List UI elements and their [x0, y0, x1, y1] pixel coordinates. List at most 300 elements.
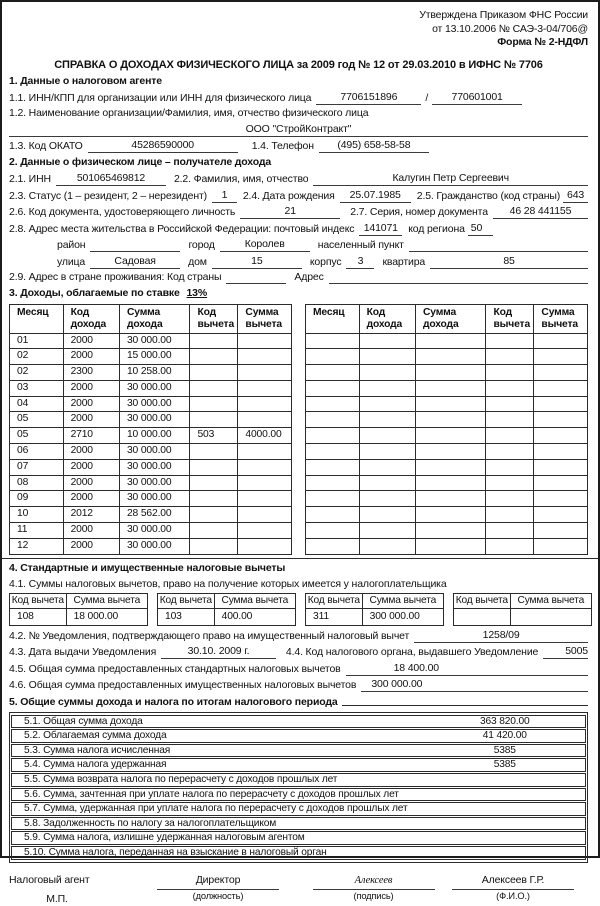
month-cell: [306, 538, 360, 554]
line-2-8: [9, 221, 588, 236]
income-sum-cell: 30 000.00: [119, 444, 190, 460]
income-sum-cell: 30 000.00: [119, 412, 190, 428]
totals-row: [11, 773, 586, 787]
income-code-cell: [359, 491, 415, 507]
month-cell: [306, 459, 360, 475]
signature: [313, 874, 435, 906]
okato-value: 45286590000: [88, 138, 238, 153]
income-code-cell: 2000: [63, 444, 119, 460]
city-value: Королев: [220, 237, 310, 252]
deduction-code-cell: [486, 380, 534, 396]
income-code-cell: 2000: [63, 380, 119, 396]
income-sum-cell: [415, 523, 486, 539]
income-row-empty: [306, 475, 588, 491]
doc-code-label: 2.6. Код документа, удостоверяющего личность: [9, 206, 236, 218]
district-field: [90, 240, 180, 252]
deduction-sum-cell: [534, 507, 588, 523]
deduction-sum-cell: [238, 507, 292, 523]
deduction-code-cell: [190, 459, 238, 475]
income-sum-cell: 30 000.00: [119, 538, 190, 554]
month-cell: [306, 507, 360, 523]
spacer: [279, 874, 313, 906]
person-fio-value: Калугин Петр Сергеевич: [313, 171, 588, 186]
income-row-empty: [306, 491, 588, 507]
totals-row: [11, 846, 586, 860]
income-code-cell: [359, 333, 415, 349]
deduction-sum-cell: [238, 333, 292, 349]
deduction-sum-cell: [238, 475, 292, 491]
month-cell: 10: [10, 507, 64, 523]
totals-row: [11, 715, 586, 729]
deduction-code-cell: [486, 428, 534, 444]
deduction-row: [10, 608, 148, 625]
month-cell: [306, 396, 360, 412]
income-row: [10, 365, 292, 381]
section3-heading: [9, 286, 588, 301]
col-deduction-amount: Сумма вычета: [214, 593, 295, 608]
street-value: Садовая: [90, 254, 180, 269]
section2-heading: 2. Данные о физическом лице – получателе дохода: [9, 156, 272, 168]
deduction-code-cell: [190, 538, 238, 554]
fio-signature: [452, 874, 574, 906]
line-2-8-street: [9, 254, 588, 269]
deduction-sum-cell: [238, 365, 292, 381]
deduction-code-cell: [190, 333, 238, 349]
income-sum-cell: [415, 475, 486, 491]
standard-total-value: 18 400.00: [346, 661, 588, 676]
income-code-cell: [359, 507, 415, 523]
stamp-label: М.П.: [46, 892, 68, 905]
deduction-row: [158, 608, 296, 625]
totals-row-label: 5.6. Сумма, зачтенная при уплате налога по перерасчету с доходов прошлых лет: [24, 788, 399, 800]
col-deduction-sum: Сумма вычета: [238, 304, 292, 333]
deduction-sum-cell: [238, 349, 292, 365]
doc-code-value: 21: [240, 204, 340, 219]
income-code-cell: 2000: [63, 538, 119, 554]
month-cell: 01: [10, 333, 64, 349]
deduction-amount-value: 400.00: [214, 608, 295, 625]
deduction-sum-cell: [238, 444, 292, 460]
birthdate-value: 25.07.1985: [340, 188, 411, 203]
income-sum-cell: [415, 459, 486, 475]
deduction-amount-value: 300 000.00: [362, 608, 443, 625]
agent-kpp-value: 770601001: [432, 90, 522, 105]
income-sum-cell: 30 000.00: [119, 491, 190, 507]
address-field: [329, 272, 588, 284]
income-sum-cell: [415, 412, 486, 428]
totals-row: [11, 831, 586, 845]
deduction-sum-cell: [534, 444, 588, 460]
month-cell: 05: [10, 412, 64, 428]
notice-number-label: 4.2. № Уведомления, подтверждающего право на имущественный налоговый вычет: [9, 629, 410, 642]
income-code-cell: 2000: [63, 459, 119, 475]
income-row: [10, 491, 292, 507]
income-sum-cell: [415, 507, 486, 523]
income-sum-cell: [415, 365, 486, 381]
deduction-code-cell: [190, 396, 238, 412]
deduction-code-cell: [486, 349, 534, 365]
deduction-sum-cell: [238, 523, 292, 539]
line-1-3: [9, 138, 588, 153]
phone-label: 1.4. Телефон: [251, 140, 314, 152]
income-row-empty: [306, 412, 588, 428]
birthdate-label: 2.4. Дата рождения: [242, 189, 335, 202]
income-row-empty: [306, 444, 588, 460]
deduction-code-value: 103: [158, 608, 215, 625]
okato-label: 1.3. Код ОКАТО: [9, 140, 83, 152]
col-income-sum: Сумма дохода: [119, 304, 190, 333]
income-code-cell: 2710: [63, 428, 119, 444]
notice-date-label: 4.3. Дата выдачи Уведомления: [9, 646, 157, 659]
deduction-code-value: 311: [306, 608, 363, 625]
region-label: код региона: [408, 222, 465, 235]
deduction-header-row: [158, 593, 296, 608]
phone-value: (495) 658-58-58: [319, 138, 429, 153]
income-row: [10, 475, 292, 491]
tax-agent-label: Налоговый агент: [9, 873, 90, 886]
org-name-label: 1.2. Наименование организации/Фамилия, имя, отчество физического лица: [9, 107, 369, 119]
house-label: дом: [188, 255, 207, 268]
col-deduction-amount: Сумма вычета: [510, 593, 591, 608]
income-sum-cell: 30 000.00: [119, 475, 190, 491]
income-row: [10, 538, 292, 554]
income-code-cell: [359, 459, 415, 475]
deduction-code-cell: [486, 412, 534, 428]
property-total-value: 300 000.00: [361, 677, 588, 692]
line-2-1: [9, 171, 588, 186]
col-income-sum: Сумма дохода: [415, 304, 486, 333]
line-2-6: [9, 204, 588, 219]
deduction-header-row: [10, 593, 148, 608]
approval-note: [9, 9, 588, 50]
month-cell: 04: [10, 396, 64, 412]
col-month: Месяц: [10, 304, 64, 333]
deduction-code-cell: [486, 538, 534, 554]
deduction-header-row: [454, 593, 592, 608]
deduction-code-cell: [190, 507, 238, 523]
deduction-table: [305, 593, 444, 626]
income-code-cell: 2300: [63, 365, 119, 381]
deduction-code-cell: [190, 444, 238, 460]
col-deduction-code: Код вычета: [486, 304, 534, 333]
col-deduction-code: Код вычета: [306, 593, 363, 608]
deduction-sum-cell: [534, 380, 588, 396]
signature-caption: (подпись): [353, 890, 394, 901]
income-code-cell: [359, 523, 415, 539]
deduction-code-cell: 503: [190, 428, 238, 444]
income-code-cell: [359, 380, 415, 396]
totals-row-label: 5.10. Сумма налога, переданная на взыскание в налоговый орган: [24, 847, 327, 858]
deduction-code-value: 108: [10, 608, 67, 625]
col-income-code: Код дохода: [63, 304, 119, 333]
col-deduction-amount: Сумма вычета: [362, 593, 443, 608]
address-label: Адрес: [294, 271, 324, 283]
income-sum-cell: [415, 444, 486, 460]
line-2-8-city: [9, 237, 588, 252]
month-cell: 08: [10, 475, 64, 491]
approval-line-1: Утверждена Приказом ФНС России: [419, 9, 588, 21]
income-header-row: [306, 304, 588, 333]
income-sum-cell: [415, 349, 486, 365]
fio-value: Алексеев Г.Р.: [452, 874, 574, 890]
org-name-value: ООО "СтройКонтракт": [9, 122, 588, 137]
deduction-code-cell: [486, 523, 534, 539]
totals-row-value: 5385: [493, 759, 516, 771]
month-cell: 07: [10, 459, 64, 475]
income-table-left: [9, 304, 292, 555]
line-1-2: [9, 106, 588, 120]
totals-row: [11, 802, 586, 816]
property-total-label: 4.6. Общая сумма предоставленных имущественных налоговых вычетов: [9, 679, 357, 692]
totals-row-label: 5.3. Сумма налога исчисленная: [24, 744, 171, 756]
month-cell: 02: [10, 349, 64, 365]
deduction-amount-value: 18 000.00: [66, 608, 147, 625]
line-4-6: [9, 677, 588, 692]
month-cell: 02: [10, 365, 64, 381]
income-sum-cell: 10 000.00: [119, 428, 190, 444]
income-code-cell: 2000: [63, 333, 119, 349]
month-cell: [306, 349, 360, 365]
income-row: [10, 459, 292, 475]
notice-date-value: 30.10. 2009 г.: [161, 644, 276, 659]
month-cell: 12: [10, 538, 64, 554]
income-code-cell: [359, 428, 415, 444]
deduction-sum-cell: [238, 412, 292, 428]
deduction-sum-cell: [534, 538, 588, 554]
district-label: район: [57, 239, 86, 251]
deduction-table: [9, 593, 148, 626]
income-sum-cell: 28 562.00: [119, 507, 190, 523]
deduction-sum-cell: [534, 491, 588, 507]
deduction-sum-cell: [534, 365, 588, 381]
deductions-list-label: 4.1. Суммы налоговых вычетов, право на получение которых имеется у налогоплательщика: [9, 577, 447, 590]
deduction-sum-cell: [534, 333, 588, 349]
deduction-sum-cell: [534, 459, 588, 475]
income-code-cell: [359, 538, 415, 554]
income-code-cell: 2000: [63, 491, 119, 507]
tax-authority-value: 5005: [543, 644, 588, 659]
month-cell: 09: [10, 491, 64, 507]
tax-agent-block: [9, 874, 157, 906]
income-code-cell: 2000: [63, 349, 119, 365]
approval-line-2: от 13.10.2006 № САЭ-3-04/706@: [432, 22, 588, 35]
deduction-sum-cell: [238, 459, 292, 475]
totals-row: [11, 788, 586, 802]
income-header-row: [10, 304, 292, 333]
doc-number-label: 2.7. Серия, номер документа: [350, 206, 488, 218]
income-code-cell: [359, 396, 415, 412]
deduction-code-cell: [486, 333, 534, 349]
deduction-code-cell: [486, 444, 534, 460]
col-deduction-amount: Сумма вычета: [66, 593, 147, 608]
month-cell: [306, 365, 360, 381]
income-row-empty: [306, 507, 588, 523]
income-sum-cell: 30 000.00: [119, 523, 190, 539]
income-code-cell: 2000: [63, 523, 119, 539]
region-code-value: 50: [468, 221, 493, 236]
totals-row-label: 5.4. Сумма налога удержанная: [24, 759, 167, 771]
totals-row-value: 41 420.00: [482, 730, 527, 742]
line-1-2-value: [9, 122, 588, 137]
month-cell: [306, 444, 360, 460]
person-inn-label: 2.1. ИНН: [9, 173, 51, 185]
agent-inn-value: 7706151896: [316, 90, 421, 105]
building-label: корпус: [309, 255, 342, 268]
income-sum-cell: [415, 380, 486, 396]
tax-rate-value: 13%: [186, 287, 208, 299]
totals-row-label: 5.9. Сумма налога, излишне удержанная налоговым агентом: [24, 832, 305, 844]
deduction-sum-cell: [238, 396, 292, 412]
doc-number-value: 46 28 441155: [493, 204, 588, 219]
deduction-code-cell: [190, 412, 238, 428]
income-code-cell: 2000: [63, 396, 119, 412]
deduction-sum-cell: [534, 428, 588, 444]
month-cell: [306, 333, 360, 349]
income-row-empty: [306, 523, 588, 539]
country-code-label: 2.9. Адрес в стране проживания: Код страны: [9, 271, 222, 283]
income-row-empty: [306, 333, 588, 349]
income-row-empty: [306, 365, 588, 381]
income-row: [10, 333, 292, 349]
income-code-cell: 2000: [63, 475, 119, 491]
deduction-table: [453, 593, 592, 626]
line-4-1: [9, 577, 588, 591]
income-row: [10, 523, 292, 539]
totals-table: [9, 712, 588, 863]
deduction-header-row: [306, 593, 444, 608]
position-signature: [157, 874, 279, 906]
month-cell: [306, 475, 360, 491]
deduction-table: [157, 593, 296, 626]
deduction-code-cell: [486, 459, 534, 475]
income-sum-cell: 30 000.00: [119, 396, 190, 412]
totals-row: [11, 758, 586, 772]
col-deduction-code: Код вычета: [10, 593, 67, 608]
income-row: [10, 444, 292, 460]
section4-heading: 4. Стандартные и имущественные налоговые вычеты: [9, 561, 286, 574]
deduction-code-cell: [486, 491, 534, 507]
income-row: [10, 380, 292, 396]
position-value: Директор: [157, 874, 279, 890]
deduction-code-value: [454, 608, 511, 625]
spacer: [435, 874, 453, 906]
month-cell: 11: [10, 523, 64, 539]
income-sum-cell: [415, 491, 486, 507]
postal-index-value: 141071: [359, 221, 402, 236]
status-label: 2.3. Статус (1 – резидент, 2 – нерезидент): [9, 189, 207, 202]
deduction-row: [306, 608, 444, 625]
section5-heading-line: [9, 695, 588, 710]
spacer: [574, 874, 588, 906]
col-month: Месяц: [306, 304, 360, 333]
income-sum-cell: 30 000.00: [119, 459, 190, 475]
col-deduction-code: Код вычета: [190, 304, 238, 333]
settlement-label: населенный пункт: [317, 239, 404, 251]
deduction-code-cell: [190, 365, 238, 381]
totals-row: [11, 744, 586, 758]
inn-kpp-slash: /: [425, 91, 429, 104]
deduction-code-cell: [190, 475, 238, 491]
income-sum-cell: [415, 396, 486, 412]
income-sum-cell: 15 000.00: [119, 349, 190, 365]
address-rf-label: 2.8. Адрес места жительства в Российской Федерации: почтовый индекс: [9, 222, 355, 235]
income-code-cell: 2000: [63, 412, 119, 428]
section1-heading: 1. Данные о налоговом агенте: [9, 74, 162, 87]
notice-number-value: 1258/09: [414, 628, 588, 643]
country-code-field: [226, 272, 286, 284]
deduction-sum-cell: 4000.00: [238, 428, 292, 444]
month-cell: [306, 523, 360, 539]
income-row: [10, 349, 292, 365]
settlement-field: [409, 240, 588, 252]
month-cell: [306, 491, 360, 507]
status-value: 1: [212, 188, 237, 203]
deduction-tables: [9, 593, 588, 626]
income-code-cell: [359, 475, 415, 491]
income-code-cell: [359, 412, 415, 428]
income-sum-cell: [415, 428, 486, 444]
line-2-9: [9, 270, 588, 284]
deduction-sum-cell: [534, 396, 588, 412]
col-deduction-code: Код вычета: [158, 593, 215, 608]
deduction-code-cell: [486, 396, 534, 412]
fio-label: 2.2. Фамилия, имя, отчество: [173, 173, 309, 185]
income-code-cell: 2012: [63, 507, 119, 523]
line-4-2: [9, 628, 588, 643]
citizenship-value: 643: [563, 188, 588, 203]
totals-row-label: 5.8. Задолженность по налогу за налогоплательщиком: [24, 817, 277, 829]
income-row-empty: [306, 349, 588, 365]
signature-value: Алексеев: [313, 874, 435, 890]
deduction-code-cell: [190, 349, 238, 365]
totals-row-label: 5.7. Сумма, удержанная при уплате налога по перерасчету с доходов прошлых лет: [24, 803, 408, 815]
income-table-right: [305, 304, 588, 555]
standard-total-label: 4.5. Общая сумма предоставленных стандартных налоговых вычетов: [9, 662, 341, 675]
totals-row-value: 363 820.00: [480, 715, 530, 727]
totals-row-value: 5385: [493, 744, 516, 756]
income-code-cell: [359, 444, 415, 460]
line-4-3: [9, 644, 588, 659]
apartment-value: 85: [430, 254, 588, 269]
deduction-sum-cell: [238, 538, 292, 554]
section-divider: [2, 558, 598, 559]
income-sum-cell: 30 000.00: [119, 333, 190, 349]
deduction-sum-cell: [238, 380, 292, 396]
income-row: [10, 396, 292, 412]
heading-rule: [342, 705, 588, 706]
line-4-5: [9, 661, 588, 676]
income-row: [10, 428, 292, 444]
tax-authority-label: 4.4. Код налогового органа, выдавшего Уведомление: [285, 646, 539, 659]
street-label: улица: [57, 255, 86, 268]
totals-row-label: 5.5. Сумма возврата налога по перерасчету с доходов прошлых лет: [24, 774, 338, 786]
deduction-sum-cell: [534, 349, 588, 365]
month-cell: [306, 380, 360, 396]
totals-row: [11, 817, 586, 831]
income-row-empty: [306, 459, 588, 475]
income-sum-cell: 10 258.00: [119, 365, 190, 381]
totals-row-label: 5.1. Общая сумма дохода: [24, 715, 143, 727]
form-number: Форма № 2-НДФЛ: [497, 36, 588, 48]
income-code-cell: [359, 349, 415, 365]
inn-kpp-label: 1.1. ИНН/КПП для организации или ИНН для физического лица: [9, 91, 312, 104]
month-cell: [306, 428, 360, 444]
fio-caption: (Ф.И.О.): [496, 890, 530, 901]
deduction-amount-value: [510, 608, 591, 625]
citizenship-label: 2.5. Гражданство (код страны): [416, 189, 561, 202]
totals-row: [11, 729, 586, 743]
income-row-empty: [306, 538, 588, 554]
